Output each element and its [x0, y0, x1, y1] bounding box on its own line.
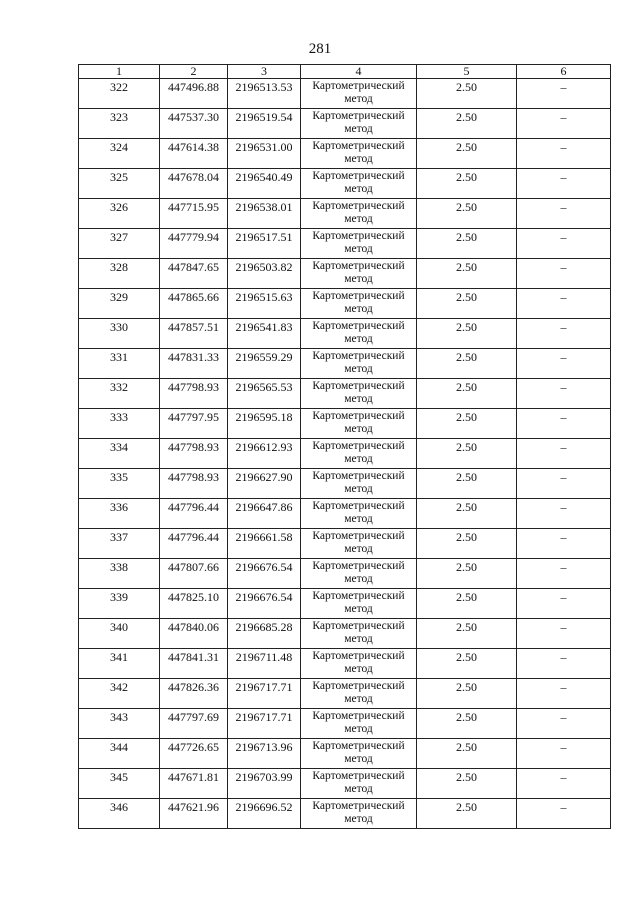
- table-row: [79, 499, 611, 529]
- table-row: [79, 229, 611, 259]
- x-coordinate-cell: 447825.10: [160, 589, 228, 619]
- y-coordinate-cell: 2196565.53: [228, 379, 301, 409]
- note-cell: –: [517, 739, 611, 769]
- note-cell: –: [517, 169, 611, 199]
- method-cell: Картометрический метод: [301, 259, 417, 289]
- point-number-cell: 335: [79, 469, 160, 499]
- note-cell: –: [517, 409, 611, 439]
- table-row: [79, 469, 611, 499]
- method-cell: Картометрический метод: [301, 739, 417, 769]
- y-coordinate-cell: 2196627.90: [228, 469, 301, 499]
- method-cell: Картометрический метод: [301, 709, 417, 739]
- accuracy-cell: 2.50: [417, 799, 517, 829]
- note-cell: –: [517, 559, 611, 589]
- accuracy-cell: 2.50: [417, 229, 517, 259]
- column-header: 6: [517, 65, 611, 79]
- y-coordinate-cell: 2196703.99: [228, 769, 301, 799]
- accuracy-cell: 2.50: [417, 379, 517, 409]
- column-header: 3: [228, 65, 301, 79]
- table-row: [79, 439, 611, 469]
- table-row: [79, 409, 611, 439]
- x-coordinate-cell: 447841.31: [160, 649, 228, 679]
- x-coordinate-cell: 447796.44: [160, 499, 228, 529]
- y-coordinate-cell: 2196538.01: [228, 199, 301, 229]
- y-coordinate-cell: 2196517.51: [228, 229, 301, 259]
- point-number-cell: 344: [79, 739, 160, 769]
- method-cell: Картометрический метод: [301, 769, 417, 799]
- x-coordinate-cell: 447798.93: [160, 379, 228, 409]
- column-header: 1: [79, 65, 160, 79]
- table-row: [79, 199, 611, 229]
- method-cell: Картометрический метод: [301, 229, 417, 259]
- x-coordinate-cell: 447614.38: [160, 139, 228, 169]
- x-coordinate-cell: 447865.66: [160, 289, 228, 319]
- x-coordinate-cell: 447840.06: [160, 619, 228, 649]
- x-coordinate-cell: 447797.69: [160, 709, 228, 739]
- table-row: [79, 739, 611, 769]
- y-coordinate-cell: 2196503.82: [228, 259, 301, 289]
- table-row: [79, 79, 611, 109]
- y-coordinate-cell: 2196519.54: [228, 109, 301, 139]
- point-number-cell: 333: [79, 409, 160, 439]
- table-row: [79, 349, 611, 379]
- method-cell: Картометрический метод: [301, 349, 417, 379]
- page-number: 281: [308, 41, 332, 57]
- accuracy-cell: 2.50: [417, 559, 517, 589]
- table-row: [79, 679, 611, 709]
- point-number-cell: 341: [79, 649, 160, 679]
- accuracy-cell: 2.50: [417, 589, 517, 619]
- point-number-cell: 326: [79, 199, 160, 229]
- table-row: [79, 109, 611, 139]
- point-number-cell: 329: [79, 289, 160, 319]
- column-header: 4: [301, 65, 417, 79]
- y-coordinate-cell: 2196685.28: [228, 619, 301, 649]
- point-number-cell: 325: [79, 169, 160, 199]
- column-header: 2: [160, 65, 228, 79]
- accuracy-cell: 2.50: [417, 169, 517, 199]
- point-number-cell: 322: [79, 79, 160, 109]
- table-row: [79, 379, 611, 409]
- y-coordinate-cell: 2196531.00: [228, 139, 301, 169]
- point-number-cell: 345: [79, 769, 160, 799]
- point-number-cell: 346: [79, 799, 160, 829]
- note-cell: –: [517, 709, 611, 739]
- point-number-cell: 337: [79, 529, 160, 559]
- accuracy-cell: 2.50: [417, 619, 517, 649]
- method-cell: Картометрический метод: [301, 139, 417, 169]
- note-cell: –: [517, 649, 611, 679]
- x-coordinate-cell: 447796.44: [160, 529, 228, 559]
- point-number-cell: 324: [79, 139, 160, 169]
- x-coordinate-cell: 447857.51: [160, 319, 228, 349]
- accuracy-cell: 2.50: [417, 109, 517, 139]
- method-cell: Картометрический метод: [301, 679, 417, 709]
- table-row: [79, 139, 611, 169]
- method-cell: Картометрический метод: [301, 289, 417, 319]
- note-cell: –: [517, 529, 611, 559]
- accuracy-cell: 2.50: [417, 439, 517, 469]
- x-coordinate-cell: 447826.36: [160, 679, 228, 709]
- accuracy-cell: 2.50: [417, 319, 517, 349]
- method-cell: Картометрический метод: [301, 109, 417, 139]
- accuracy-cell: 2.50: [417, 739, 517, 769]
- method-cell: Картометрический метод: [301, 799, 417, 829]
- method-cell: Картометрический метод: [301, 79, 417, 109]
- x-coordinate-cell: 447807.66: [160, 559, 228, 589]
- method-cell: Картометрический метод: [301, 169, 417, 199]
- method-cell: Картометрический метод: [301, 559, 417, 589]
- table-row: [79, 709, 611, 739]
- y-coordinate-cell: 2196559.29: [228, 349, 301, 379]
- note-cell: –: [517, 679, 611, 709]
- method-cell: Картометрический метод: [301, 319, 417, 349]
- y-coordinate-cell: 2196717.71: [228, 709, 301, 739]
- note-cell: –: [517, 289, 611, 319]
- note-cell: –: [517, 229, 611, 259]
- note-cell: –: [517, 799, 611, 829]
- table-row: [79, 289, 611, 319]
- y-coordinate-cell: 2196515.63: [228, 289, 301, 319]
- note-cell: –: [517, 469, 611, 499]
- point-number-cell: 328: [79, 259, 160, 289]
- point-number-cell: 343: [79, 709, 160, 739]
- point-number-cell: 330: [79, 319, 160, 349]
- accuracy-cell: 2.50: [417, 499, 517, 529]
- method-cell: Картометрический метод: [301, 619, 417, 649]
- accuracy-cell: 2.50: [417, 259, 517, 289]
- method-cell: Картометрический метод: [301, 439, 417, 469]
- point-number-cell: 342: [79, 679, 160, 709]
- accuracy-cell: 2.50: [417, 529, 517, 559]
- note-cell: –: [517, 439, 611, 469]
- table-row: [79, 259, 611, 289]
- method-cell: Картометрический метод: [301, 649, 417, 679]
- y-coordinate-cell: 2196647.86: [228, 499, 301, 529]
- accuracy-cell: 2.50: [417, 79, 517, 109]
- y-coordinate-cell: 2196540.49: [228, 169, 301, 199]
- x-coordinate-cell: 447798.93: [160, 469, 228, 499]
- table-row: [79, 619, 611, 649]
- y-coordinate-cell: 2196612.93: [228, 439, 301, 469]
- accuracy-cell: 2.50: [417, 469, 517, 499]
- note-cell: –: [517, 499, 611, 529]
- x-coordinate-cell: 447678.04: [160, 169, 228, 199]
- table-row: [79, 169, 611, 199]
- note-cell: –: [517, 349, 611, 379]
- x-coordinate-cell: 447496.88: [160, 79, 228, 109]
- y-coordinate-cell: 2196676.54: [228, 589, 301, 619]
- accuracy-cell: 2.50: [417, 289, 517, 319]
- table-header-row: [79, 65, 611, 79]
- table-row: [79, 649, 611, 679]
- coordinates-table: [78, 64, 611, 829]
- y-coordinate-cell: 2196711.48: [228, 649, 301, 679]
- accuracy-cell: 2.50: [417, 349, 517, 379]
- note-cell: –: [517, 259, 611, 289]
- accuracy-cell: 2.50: [417, 709, 517, 739]
- x-coordinate-cell: 447798.93: [160, 439, 228, 469]
- x-coordinate-cell: 447671.81: [160, 769, 228, 799]
- method-cell: Картометрический метод: [301, 499, 417, 529]
- note-cell: –: [517, 79, 611, 109]
- accuracy-cell: 2.50: [417, 649, 517, 679]
- method-cell: Картометрический метод: [301, 529, 417, 559]
- accuracy-cell: 2.50: [417, 409, 517, 439]
- y-coordinate-cell: 2196541.83: [228, 319, 301, 349]
- y-coordinate-cell: 2196661.58: [228, 529, 301, 559]
- method-cell: Картометрический метод: [301, 589, 417, 619]
- point-number-cell: 338: [79, 559, 160, 589]
- note-cell: –: [517, 379, 611, 409]
- table-row: [79, 799, 611, 829]
- point-number-cell: 331: [79, 349, 160, 379]
- point-number-cell: 332: [79, 379, 160, 409]
- note-cell: –: [517, 139, 611, 169]
- y-coordinate-cell: 2196595.18: [228, 409, 301, 439]
- x-coordinate-cell: 447726.65: [160, 739, 228, 769]
- note-cell: –: [517, 589, 611, 619]
- method-cell: Картометрический метод: [301, 199, 417, 229]
- note-cell: –: [517, 109, 611, 139]
- table-row: [79, 589, 611, 619]
- note-cell: –: [517, 619, 611, 649]
- point-number-cell: 339: [79, 589, 160, 619]
- x-coordinate-cell: 447715.95: [160, 199, 228, 229]
- y-coordinate-cell: 2196696.52: [228, 799, 301, 829]
- x-coordinate-cell: 447621.96: [160, 799, 228, 829]
- method-cell: Картометрический метод: [301, 469, 417, 499]
- point-number-cell: 340: [79, 619, 160, 649]
- accuracy-cell: 2.50: [417, 139, 517, 169]
- point-number-cell: 323: [79, 109, 160, 139]
- y-coordinate-cell: 2196717.71: [228, 679, 301, 709]
- x-coordinate-cell: 447797.95: [160, 409, 228, 439]
- point-number-cell: 336: [79, 499, 160, 529]
- x-coordinate-cell: 447847.65: [160, 259, 228, 289]
- note-cell: –: [517, 319, 611, 349]
- y-coordinate-cell: 2196513.53: [228, 79, 301, 109]
- y-coordinate-cell: 2196676.54: [228, 559, 301, 589]
- point-number-cell: 327: [79, 229, 160, 259]
- table-row: [79, 529, 611, 559]
- column-header: 5: [417, 65, 517, 79]
- note-cell: –: [517, 769, 611, 799]
- x-coordinate-cell: 447537.30: [160, 109, 228, 139]
- table-row: [79, 559, 611, 589]
- table-row: [79, 769, 611, 799]
- point-number-cell: 334: [79, 439, 160, 469]
- table-row: [79, 319, 611, 349]
- accuracy-cell: 2.50: [417, 769, 517, 799]
- x-coordinate-cell: 447831.33: [160, 349, 228, 379]
- accuracy-cell: 2.50: [417, 679, 517, 709]
- x-coordinate-cell: 447779.94: [160, 229, 228, 259]
- accuracy-cell: 2.50: [417, 199, 517, 229]
- method-cell: Картометрический метод: [301, 379, 417, 409]
- note-cell: –: [517, 199, 611, 229]
- y-coordinate-cell: 2196713.96: [228, 739, 301, 769]
- method-cell: Картометрический метод: [301, 409, 417, 439]
